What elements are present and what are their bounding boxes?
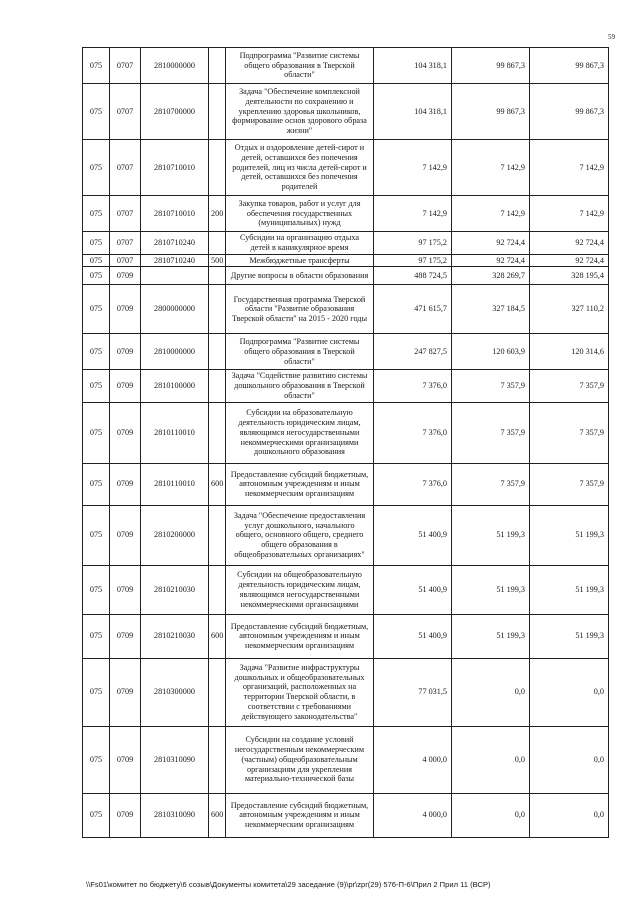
- cell-v3: 51 199,3: [530, 614, 609, 658]
- cell-name: Задача "Обеспечение предоставления услуг дошкольного, начального общего, основного общего, среднего общего образования в общеобразовательных организациях": [226, 505, 374, 565]
- cell-v3: 120 314,6: [530, 334, 609, 370]
- cell-ved: 075: [83, 285, 110, 334]
- cell-csr: 2810000000: [141, 48, 209, 84]
- table-row: [83, 614, 609, 658]
- table-row: [83, 84, 609, 140]
- cell-v2: 51 199,3: [452, 505, 530, 565]
- cell-name: Предоставление субсидий бюджетным, автономным учреждениям и иным некоммерческим организациям: [226, 793, 374, 837]
- cell-v3: 328 195,4: [530, 267, 609, 285]
- cell-vr: [209, 140, 226, 196]
- cell-v2: 120 603,9: [452, 334, 530, 370]
- cell-csr: 2810710240: [141, 232, 209, 255]
- cell-v3: 99 867,3: [530, 84, 609, 140]
- cell-vr: 600: [209, 614, 226, 658]
- cell-csr: 2810300000: [141, 658, 209, 726]
- cell-v2: 0,0: [452, 726, 530, 793]
- cell-v1: 4 000,0: [374, 793, 452, 837]
- cell-ved: 075: [83, 267, 110, 285]
- cell-name: Предоставление субсидий бюджетным, автономным учреждениям и иным некоммерческим организациям: [226, 614, 374, 658]
- cell-rz: 0709: [110, 285, 141, 334]
- cell-name: Субсидии на организацию отдыха детей в каникулярное время: [226, 232, 374, 255]
- cell-v3: 99 867,3: [530, 48, 609, 84]
- cell-csr: 2810100000: [141, 370, 209, 402]
- cell-v1: 77 031,5: [374, 658, 452, 726]
- cell-v2: 7 357,9: [452, 402, 530, 463]
- cell-v1: 247 827,5: [374, 334, 452, 370]
- cell-v3: 7 357,9: [530, 370, 609, 402]
- cell-name: Государственная программа Тверской области "Развитие образования Тверской области" на 2015 - 2020 годы: [226, 285, 374, 334]
- cell-v3: 7 142,9: [530, 196, 609, 232]
- cell-csr: 2810710010: [141, 196, 209, 232]
- table-row: [83, 505, 609, 565]
- cell-vr: [209, 370, 226, 402]
- table-row: [83, 793, 609, 837]
- cell-v2: 99 867,3: [452, 84, 530, 140]
- cell-rz: 0709: [110, 793, 141, 837]
- cell-vr: [209, 84, 226, 140]
- cell-v3: 7 357,9: [530, 463, 609, 505]
- cell-name: Подпрограмма "Развитие системы общего образования в Тверской области": [226, 48, 374, 84]
- cell-v2: 92 724,4: [452, 232, 530, 255]
- cell-name: Другие вопросы в области образования: [226, 267, 374, 285]
- cell-csr: 2810110010: [141, 463, 209, 505]
- cell-ved: 075: [83, 370, 110, 402]
- cell-vr: [209, 232, 226, 255]
- cell-ved: 075: [83, 334, 110, 370]
- cell-rz: 0709: [110, 463, 141, 505]
- cell-v2: 7 142,9: [452, 196, 530, 232]
- cell-v2: 328 269,7: [452, 267, 530, 285]
- cell-name: Субсидии на общеобразовательную деятельность юридическим лицам, являющимся негосударственными некоммерческими организациями: [226, 565, 374, 614]
- cell-rz: 0709: [110, 402, 141, 463]
- cell-ved: 075: [83, 614, 110, 658]
- cell-rz: 0709: [110, 505, 141, 565]
- cell-ved: 075: [83, 505, 110, 565]
- table-row: [83, 232, 609, 255]
- cell-v3: 51 199,3: [530, 505, 609, 565]
- cell-v3: 7 142,9: [530, 140, 609, 196]
- cell-name: Межбюджетные трансферты: [226, 254, 374, 267]
- cell-name: Субсидии на создание условий негосударственным некоммерческим (частным) общеобразовательным организациям для укрепления материально-технической базы: [226, 726, 374, 793]
- cell-vr: 500: [209, 254, 226, 267]
- cell-v3: 51 199,3: [530, 565, 609, 614]
- table-row: [83, 254, 609, 267]
- cell-rz: 0709: [110, 334, 141, 370]
- file-path-footer: \\Fs01\комитет по бюджету\6 созыв\Документы комитета\29 заседание (9)\pr\zpr(29) 576-П-6\Прил 2 Прил 11 (ВСР): [86, 880, 491, 889]
- cell-v1: 488 724,5: [374, 267, 452, 285]
- cell-v1: 97 175,2: [374, 232, 452, 255]
- cell-ved: 075: [83, 254, 110, 267]
- table-row: [83, 140, 609, 196]
- cell-csr: 2810710240: [141, 254, 209, 267]
- cell-ved: 075: [83, 793, 110, 837]
- cell-vr: [209, 402, 226, 463]
- cell-name: Задача "Развитие инфраструктуры дошкольных и общеобразовательных организаций, расположенных на территории Тверской области, в соответствии с требованиями действующего законодательства": [226, 658, 374, 726]
- table-row: [83, 565, 609, 614]
- cell-name: Задача "Содействие развитию системы дошкольного образования в Тверской области": [226, 370, 374, 402]
- cell-csr: 2810110010: [141, 402, 209, 463]
- table-row: [83, 370, 609, 402]
- cell-name: Субсидии на образовательную деятельность юридическим лицам, являющимся негосударственными некоммерческими организациями дошкольного образования: [226, 402, 374, 463]
- cell-name: Отдых и оздоровление детей-сирот и детей, оставшихся без попечения родителей, лиц из числа детей-сирот и детей, оставшихся без попечения родителей: [226, 140, 374, 196]
- cell-ved: 075: [83, 48, 110, 84]
- table-row: [83, 463, 609, 505]
- cell-ved: 075: [83, 402, 110, 463]
- cell-ved: 075: [83, 726, 110, 793]
- cell-ved: 075: [83, 565, 110, 614]
- cell-v1: 51 400,9: [374, 614, 452, 658]
- cell-v2: 92 724,4: [452, 254, 530, 267]
- cell-vr: [209, 658, 226, 726]
- table-row: [83, 726, 609, 793]
- table-row: [83, 48, 609, 84]
- cell-rz: 0709: [110, 614, 141, 658]
- cell-ved: 075: [83, 232, 110, 255]
- cell-v2: 7 357,9: [452, 370, 530, 402]
- cell-v1: 104 318,1: [374, 84, 452, 140]
- table-row: [83, 285, 609, 334]
- cell-csr: 2810710010: [141, 140, 209, 196]
- cell-v3: 0,0: [530, 658, 609, 726]
- cell-v1: 104 318,1: [374, 48, 452, 84]
- cell-vr: [209, 48, 226, 84]
- table-row: [83, 196, 609, 232]
- cell-csr: 2810000000: [141, 334, 209, 370]
- cell-csr: 2810310090: [141, 793, 209, 837]
- budget-table: [82, 47, 609, 838]
- cell-v2: 7 357,9: [452, 463, 530, 505]
- cell-v1: 7 376,0: [374, 370, 452, 402]
- cell-v1: 471 615,7: [374, 285, 452, 334]
- table-row: [83, 334, 609, 370]
- cell-v1: 7 142,9: [374, 140, 452, 196]
- cell-rz: 0709: [110, 565, 141, 614]
- cell-v1: 51 400,9: [374, 565, 452, 614]
- cell-v2: 0,0: [452, 793, 530, 837]
- cell-v3: 0,0: [530, 726, 609, 793]
- cell-v1: 7 142,9: [374, 196, 452, 232]
- cell-v1: 97 175,2: [374, 254, 452, 267]
- cell-rz: 0707: [110, 254, 141, 267]
- cell-vr: [209, 285, 226, 334]
- cell-rz: 0707: [110, 232, 141, 255]
- cell-vr: 600: [209, 793, 226, 837]
- cell-v1: 7 376,0: [374, 402, 452, 463]
- cell-vr: [209, 565, 226, 614]
- cell-v2: 327 184,5: [452, 285, 530, 334]
- cell-rz: 0707: [110, 196, 141, 232]
- table-row: [83, 658, 609, 726]
- cell-name: Закупка товаров, работ и услуг для обеспечения государственных (муниципальных) нужд: [226, 196, 374, 232]
- cell-v2: 99 867,3: [452, 48, 530, 84]
- cell-ved: 075: [83, 84, 110, 140]
- table-row: [83, 267, 609, 285]
- cell-ved: 075: [83, 140, 110, 196]
- cell-name: Предоставление субсидий бюджетным, автономным учреждениям и иным некоммерческим организациям: [226, 463, 374, 505]
- cell-csr: 2800000000: [141, 285, 209, 334]
- cell-v2: 7 142,9: [452, 140, 530, 196]
- cell-v2: 51 199,3: [452, 565, 530, 614]
- cell-rz: 0707: [110, 48, 141, 84]
- cell-v2: 51 199,3: [452, 614, 530, 658]
- cell-ved: 075: [83, 463, 110, 505]
- cell-v1: 4 000,0: [374, 726, 452, 793]
- cell-rz: 0707: [110, 84, 141, 140]
- cell-v2: 0,0: [452, 658, 530, 726]
- cell-csr: 2810700000: [141, 84, 209, 140]
- cell-vr: [209, 505, 226, 565]
- cell-name: Задача "Обеспечение комплексной деятельности по сохранению и укреплению здоровья школьников, формирование основ здорового образа жизни": [226, 84, 374, 140]
- cell-ved: 075: [83, 196, 110, 232]
- cell-rz: 0709: [110, 267, 141, 285]
- cell-vr: [209, 726, 226, 793]
- table-row: [83, 402, 609, 463]
- cell-csr: 2810210030: [141, 565, 209, 614]
- cell-v3: 0,0: [530, 793, 609, 837]
- cell-vr: [209, 267, 226, 285]
- cell-rz: 0707: [110, 140, 141, 196]
- cell-vr: 600: [209, 463, 226, 505]
- cell-v3: 92 724,4: [530, 232, 609, 255]
- cell-vr: 200: [209, 196, 226, 232]
- cell-v3: 327 110,2: [530, 285, 609, 334]
- cell-v3: 92 724,4: [530, 254, 609, 267]
- cell-name: Подпрограмма "Развитие системы общего образования в Тверской области": [226, 334, 374, 370]
- cell-rz: 0709: [110, 658, 141, 726]
- cell-v1: 7 376,0: [374, 463, 452, 505]
- cell-csr: [141, 267, 209, 285]
- cell-csr: 2810200000: [141, 505, 209, 565]
- cell-rz: 0709: [110, 370, 141, 402]
- page-number: 59: [608, 33, 615, 41]
- cell-vr: [209, 334, 226, 370]
- cell-v3: 7 357,9: [530, 402, 609, 463]
- cell-csr: 2810210030: [141, 614, 209, 658]
- cell-csr: 2810310090: [141, 726, 209, 793]
- cell-ved: 075: [83, 658, 110, 726]
- cell-v1: 51 400,9: [374, 505, 452, 565]
- cell-rz: 0709: [110, 726, 141, 793]
